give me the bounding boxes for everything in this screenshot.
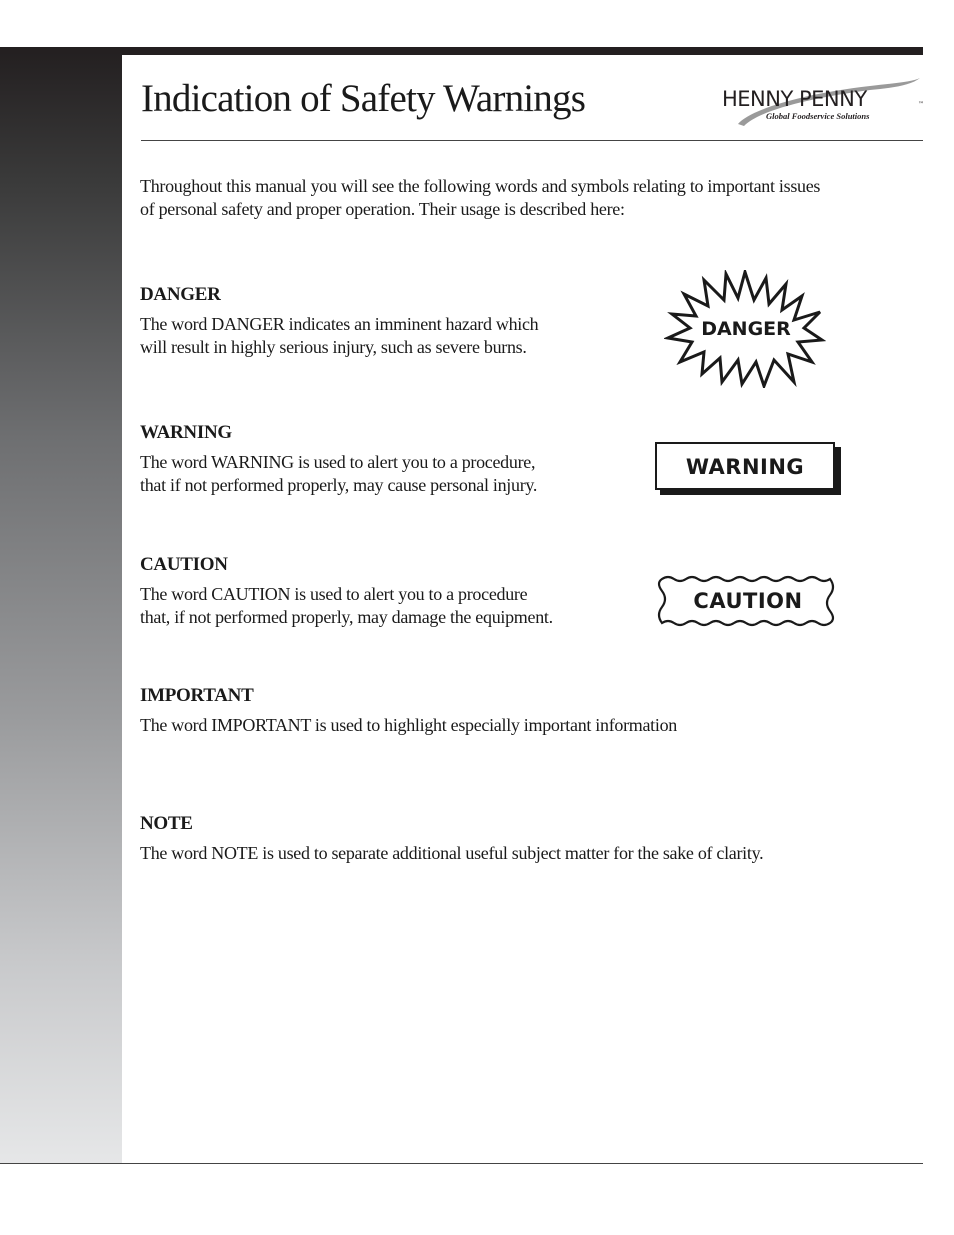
logo-brand-text: HENNY PENNY: [722, 87, 867, 111]
bottom-divider: [0, 1163, 923, 1164]
warning-description: The word WARNING is used to alert you to a procedure, that if not performed properly, may cause personal injury.: [140, 452, 538, 495]
danger-starburst-icon: [664, 270, 826, 388]
caution-heading: CAUTION: [140, 554, 228, 575]
logo-trademark: ™: [918, 101, 924, 108]
side-gradient-bar: [0, 47, 122, 1164]
caution-wavy-box-icon: [652, 573, 844, 629]
note-heading: NOTE: [140, 813, 193, 834]
logo-tagline: Global Foodservice Solutions: [766, 111, 870, 121]
intro-paragraph: Throughout this manual you will see the following words and symbols relating to important issues of personal safety and proper operation. Their usage is described here:: [140, 176, 821, 219]
warning-box-icon: [654, 441, 844, 497]
caution-description: The word CAUTION is used to alert you to a procedure that, if not performed properly, may damage the equipment.: [140, 584, 553, 627]
top-frame-bar: [122, 47, 923, 55]
title-divider: [141, 140, 923, 141]
note-description: The word NOTE is used to separate additional useful subject matter for the sake of clarity.: [140, 843, 764, 863]
warning-heading: WARNING: [140, 422, 232, 443]
warning-symbol-label: WARNING: [685, 455, 805, 479]
danger-description: The word DANGER indicates an imminent hazard which will result in highly serious injury, such as severe burns.: [140, 314, 539, 357]
henny-penny-logo: [720, 72, 930, 130]
important-heading: IMPORTANT: [140, 685, 254, 706]
page-title: Indication of Safety Warnings: [141, 77, 586, 120]
important-description: The word IMPORTANT is used to highlight especially important information: [140, 715, 677, 735]
danger-heading: DANGER: [140, 284, 221, 305]
danger-symbol-label: DANGER: [701, 318, 791, 340]
caution-symbol-label: CAUTION: [693, 589, 803, 613]
